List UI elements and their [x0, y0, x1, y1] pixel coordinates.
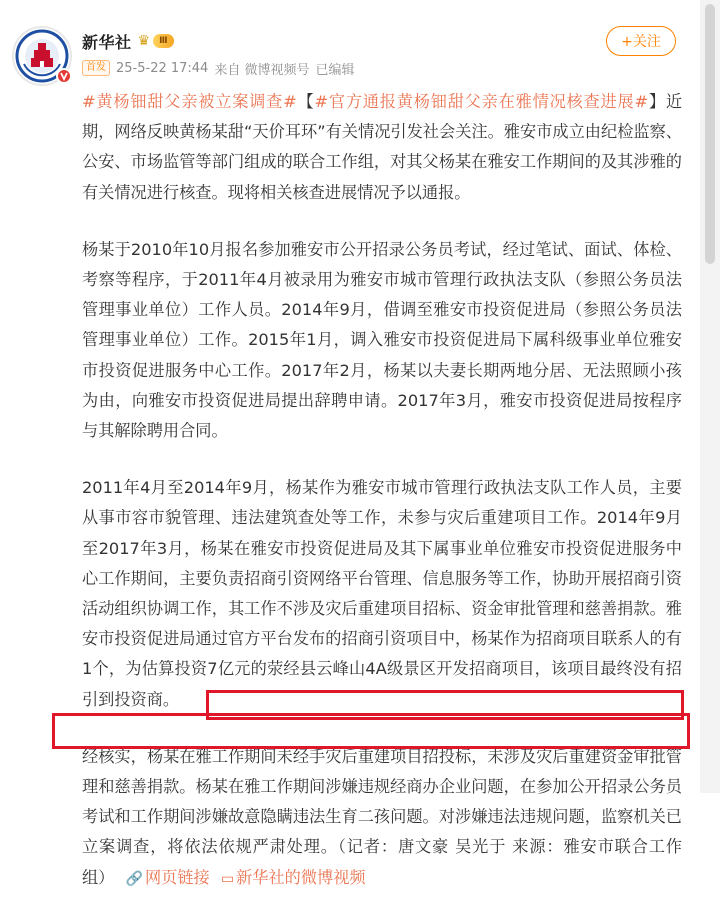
- crown-icon: ♛: [137, 33, 151, 49]
- post-content: [82, 87, 682, 921]
- link-icon: 🔗: [125, 870, 143, 887]
- hashtag-link[interactable]: #官方通报黄杨钿甜父亲在雅情况核查进展#: [314, 92, 649, 111]
- follow-button[interactable]: +关注: [606, 26, 676, 56]
- avatar[interactable]: [12, 26, 72, 86]
- paragraph-1-text: 近期，网络反映黄杨某甜“天价耳环”有关情况引发社会关注。雅安市成立由纪检监察、公安、市场监管等部门组成的联合工作组，对其父杨某在雅安工作期间的及其涉雅的有关情况进行核查。现将相关核查进展情况予以通报。: [82, 92, 683, 202]
- paragraph-4: [82, 742, 682, 894]
- post-datetime[interactable]: 25-5-22 17:44: [116, 60, 209, 76]
- paragraph-2: 杨某于2010年10月报名参加雅安市公开招录公务员考试，经过笔试、面试、体检、考察等程序，于2011年4月被录用为雅安市城市管理行政执法支队（参照公务员法管理事业单位）工作人员。2014年9月，借调至雅安市投资促进局（参照公务员法管理事业单位）工作。2015年1月，调入雅安市投资促进局下属科级事业单位雅安市投资促进服务中心工作。2017年2月，杨某以夫妻长期两地分居、无法照顾小孩为由，向雅安市投资促进局提出辞聘申请。2017年3月，雅安市投资促进局按程序与其解除聘用合同。: [82, 239, 682, 441]
- level-badge: Ⅲ: [153, 34, 174, 48]
- paragraph-3: 2011年4月至2014年9月，杨某作为雅安市城市管理行政执法支队工作人员，主要从事市容市貌管理、违法建筑查处等工作，未参与灾后重建项目工作。2014年9月至2017年3月，杨某在雅安市投资促进局及其下属事业单位雅安市投资促进服务中心工作期间，主要负责招商引资网络平台管理、信息服务等工作，协助开展招商引资活动组织协调工作，其工作不涉及灾后重建项目招标、资金审批管理和慈善捐款。雅安市投资促进局通过官方平台发布的招商引资项目中，杨某作为招商项目联系人的有1个，为估算投资7亿元的荥经县云峰山4A级景区开发招商项目，该项目最终没有招引到投资商。: [82, 478, 682, 709]
- author-row: [82, 28, 174, 54]
- bracket-close: 】: [648, 92, 666, 111]
- video-link[interactable]: 新华社的微博视频: [236, 867, 366, 887]
- first-post-tag: 首发: [82, 60, 110, 76]
- edited-label: 已编辑: [315, 62, 355, 78]
- hashtag-link[interactable]: #黄杨钿甜父亲被立案调查#: [82, 92, 297, 111]
- post-header: [0, 0, 720, 92]
- paragraph-1: [82, 87, 682, 208]
- verified-icon: [56, 68, 72, 84]
- scrollbar[interactable]: [700, 0, 720, 793]
- author-name[interactable]: 新华社: [82, 32, 132, 52]
- links-row: [120, 868, 366, 887]
- post-meta: [82, 58, 355, 78]
- paragraph-4-text: 经核实，杨某在雅工作期间未经手灾后重建项目招投标，未涉及灾后重建资金审批管理和慈善捐款。杨某在雅工作期间涉嫌违规经商办企业问题，在参加公开招录公务员考试和工作期间涉嫌故意隐瞒违法生育二孩问题。对涉嫌违法违规问题，监察机关已立案调查，将依法依规严肃处理。（记者：唐文豪 吴光于 来源：雅安市联合工作组）: [82, 746, 682, 887]
- scrollbar-thumb[interactable]: [705, 4, 715, 264]
- web-link[interactable]: 网页链接: [144, 867, 210, 887]
- bracket-open: 【: [296, 92, 315, 111]
- post-source: 来自 微博视频号: [214, 62, 310, 78]
- video-icon: ▭: [220, 870, 235, 887]
